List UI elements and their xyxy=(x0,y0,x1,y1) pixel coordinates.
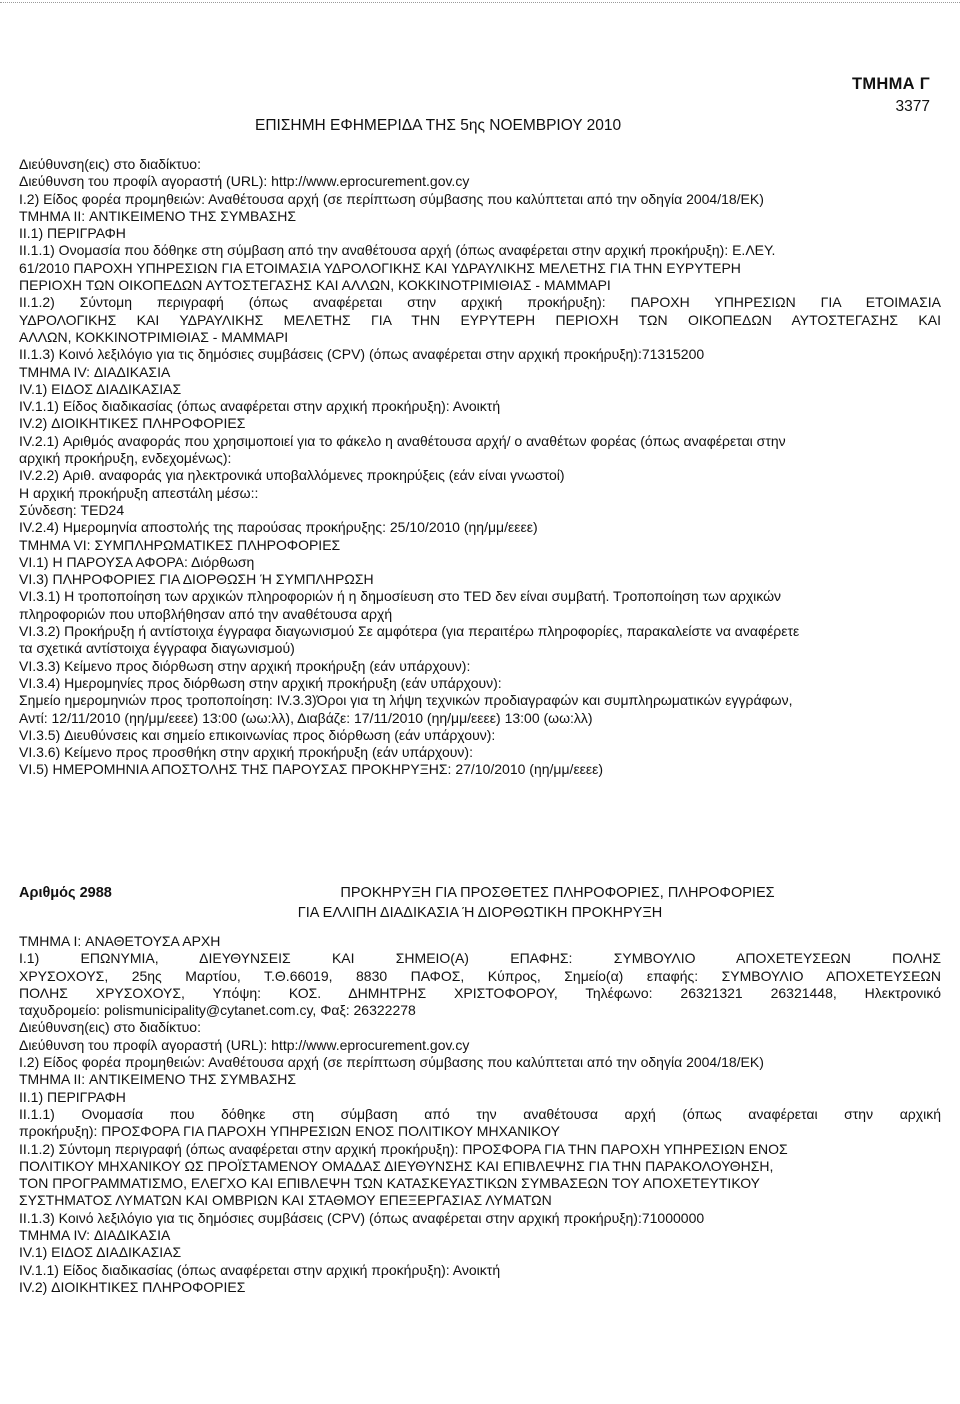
text-line: αρχική προκήρυξη, ενδεχομένως): xyxy=(19,450,232,467)
text-line: ΧΡΥΣΟΧΟΥΣ, 25ης Μαρτίου, Τ.Θ.66019, 8830 ΠΑΦΟΣ, Κύπρος, Σημείο(α) επαφής: ΣΥΜΒΟΥΛΙΟ ΑΠΟΧΕΤΕΥΣΕΩΝ xyxy=(19,967,941,984)
notice-number: Αριθμός 2988 xyxy=(19,885,112,901)
section-heading: ΤΜΗΜΑ VI: ΣΥΜΠΛΗΡΩΜΑΤΙΚΕΣ ΠΛΗΡΟΦΟΡΙΕΣ xyxy=(19,536,341,553)
text-line: ΤΟΝ ΠΡΟΓΡΑΜΜΑΤΙΣΜΟ, ΕΛΕΓΧΟ ΚΑΙ ΕΠΙΒΛΕΨΗ ΤΩΝ ΚΑΤΑΣΚΕΥΑΣΤΙΚΩΝ ΣΥΜΒΑΣΕΩΝ ΤΟΥ ΑΠΟΧΕΤΕΥΤΙΚΟΥ xyxy=(19,1175,761,1192)
text-line: Αντί: 12/11/2010 (ηη/μμ/εεεε) 13:00 (ωω:λλ), Διαβάζε: 17/11/2010 (ηη/μμ/εεεε) 13:00 (ωω:λλ) xyxy=(19,709,593,726)
text-line: I.1) ΕΠΩΝΥΜΙΑ, ΔΙΕΥΘΥΝΣΕΙΣ ΚΑΙ ΣΗΜΕΙΟ(Α) ΕΠΑΦΗΣ: ΣΥΜΒΟΥΛΙΟ ΑΠΟΧΕΤΕΥΣΕΩΝ ΠΟΛΗΣ xyxy=(19,950,941,967)
text-line: IV.1.1) Είδος διαδικασίας (όπως αναφέρεται στην αρχική προκήρυξη): Ανοικτή xyxy=(19,1261,501,1278)
text-line: πληροφοριών που υποβλήθησαν από την αναθέτουσα αρχή xyxy=(19,605,393,622)
text-line: VI.3.6) Κείμενο προς προσθήκη στην αρχική προκήρυξη (εάν υπάρχουν): xyxy=(19,744,473,761)
text-line: 61/2010 ΠΑΡΟΧΗ ΥΠΗΡΕΣΙΩΝ ΓΙΑ ΕΤΟΙΜΑΣΙΑ ΥΔΡΟΛΟΓΙΚΗΣ ΚΑΙ ΥΔΡΑΥΛΙΚΗΣ ΜΕΛΕΤΗΣ ΓΙΑ ΤΗΝ ΕΥΡΥΤΕΡΗ xyxy=(19,259,741,276)
text-line: IV.2) ΔΙΟΙΚΗΤΙΚΕΣ ΠΛΗΡΟΦΟΡΙΕΣ xyxy=(19,1278,246,1295)
text-line: IV.1.1) Είδος διαδικασίας (όπως αναφέρεται στην αρχική προκήρυξη): Ανοικτή xyxy=(19,398,501,415)
text-line: Διεύθυνση(εις) στο διαδίκτυο: xyxy=(19,1019,201,1036)
text-line: I.2) Είδος φορέα προμηθειών: Αναθέτουσα αρχή (σε περίπτωση σύμβασης που καλύπτεται από την οδηγία 2004/18/ΕΚ) xyxy=(19,1054,764,1071)
text-line: Σημείο ημερομηνιών προς τροποποίηση: IV.3.3)Όροι για τη λήψη τεχνικών προδιαγραφών και συμπληρωματικών εγγράφων, xyxy=(19,692,793,709)
text-line: VI.3.3) Κείμενο προς διόρθωση στην αρχική προκήρυξη (εάν υπάρχουν): xyxy=(19,657,471,674)
text-line: VI.3) ΠΛΗΡΟΦΟΡΙΕΣ ΓΙΑ ΔΙΟΡΘΩΣΗ Ή ΣΥΜΠΛΗΡΩΣΗ xyxy=(19,571,374,588)
text-line: Διεύθυνση του προφίλ αγοραστή (URL): http://www.eprocurement.gov.cy xyxy=(19,1036,470,1053)
notice-2988 xyxy=(19,881,941,1296)
section-heading: ΤΜΗΜΑ I: ΑΝΑΘΕΤΟΥΣΑ ΑΡΧΗ xyxy=(19,933,221,949)
text-line: Διεύθυνση του προφίλ αγοραστή (URL): http://www.eprocurement.gov.cy xyxy=(19,173,470,190)
spacer xyxy=(19,921,941,933)
text-line: ΥΔΡΟΛΟΓΙΚΗΣ ΚΑΙ ΥΔΡΑΥΛΙΚΗΣ ΜΕΛΕΤΗΣ ΓΙΑ ΤΗΝ ΕΥΡΥΤΕΡΗ ΠΕΡΙΟΧΗ ΤΩΝ ΟΙΚΟΠΕΔΩΝ ΑΥΤΟΣΤΕΓΑΣΗΣ ΚΑΙ xyxy=(19,311,941,328)
notice-title-line1: ΠΡΟΚΗΡΥΞΗ ΓΙΑ ΠΡΟΣΘΕΤΕΣ ΠΛΗΡΟΦΟΡΙΕΣ, ΠΛΗΡΟΦΟΡΙΕΣ xyxy=(340,885,775,901)
text-line: τα σχετικά αντίστοιχα έγγραφα διαγωνισμού) xyxy=(19,640,295,657)
text-line: ΑΛΛΩΝ, ΚΟΚΚΙΝΟΤΡΙΜΙΘΙΑΣ - ΜΑΜΜΑΡΙ xyxy=(19,328,289,345)
text-line: IV.1) ΕΙΔΟΣ ΔΙΑΔΙΚΑΣΙΑΣ xyxy=(19,380,182,397)
text-line: IV.2.2) Αριθ. αναφοράς για ηλεκτρονικά υποβαλλόμενες προκηρύξεις (εάν είναι γνωστοί) xyxy=(19,467,565,484)
text-line: I.2) Είδος φορέα προμηθειών: Αναθέτουσα αρχή (σε περίπτωση σύμβασης που καλύπτεται από την οδηγία 2004/18/ΕΚ) xyxy=(19,190,764,207)
page-number: 3377 xyxy=(895,98,930,115)
section-label: ΤΜΗΜΑ Γ xyxy=(851,75,930,93)
section-heading: ΤΜΗΜΑ IV: ΔΙΑΔΙΚΑΣΙΑ xyxy=(19,1227,171,1244)
text-line: IV.2.1) Αριθμός αναφοράς που χρησιμοποιεί για το φάκελο η αναθέτουσα αρχή/ ο αναθέτων φορέας (όπως αναφέρεται στην xyxy=(19,432,786,449)
notice-heading xyxy=(19,881,941,921)
text-line: προκήρυξη): ΠΡΟΣΦΟΡΑ ΓΙΑ ΠΑΡΟΧΗ ΥΠΗΡΕΣΙΩΝ ΕΝΟΣ ΠΟΛΙΤΙΚΟΥ ΜΗΧΑΝΙΚΟΥ xyxy=(19,1123,560,1140)
text-line: VI.3.5) Διευθύνσεις και σημείο επικοινωνίας προς διόρθωση (εάν υπάρχουν): xyxy=(19,726,496,743)
text-line: ΠΟΛΙΤΙΚΟΥ ΜΗΧΑΝΙΚΟΥ ΩΣ ΠΡΟΪΣΤΑΜΕΝΟΥ ΟΜΑΔΑΣ ΔΙΕΥΘΥΝΣΗΣ ΚΑΙ ΕΠΙΒΛΕΨΗΣ ΓΙΑ ΤΗΝ ΠΑΡΑΚΟΛΟΥΘΗΣΗ, xyxy=(19,1157,774,1174)
notice-title-line2: ΓΙΑ ΕΛΛΙΠΗ ΔΙΑΔΙΚΑΣΙΑ Ή ΔΙΟΡΘΩΤΙΚΗ ΠΡΟΚΗΡΥΞΗ xyxy=(297,905,663,921)
text-line: II.1) ΠΕΡΙΓΡΑΦΗ xyxy=(19,225,126,242)
text-line: Διεύθυνση(εις) στο διαδίκτυο: xyxy=(19,156,201,172)
previous-notice-continuation xyxy=(19,156,941,779)
text-line: II.1.3) Κοινό λεξιλόγιο για τις δημόσιες συμβάσεις (CPV) (όπως αναφέρεται στην αρχική προκήρυξη):71315200 xyxy=(19,346,705,363)
text-line: VI.3.1) Η τροποποίηση των αρχικών πληροφοριών ή η δημοσίευση στο TED δεν είναι συμβατή. Τροποποίηση των αρχικών xyxy=(19,588,782,605)
section-heading: ΤΜΗΜΑ II: ΑΝΤΙΚΕΙΜΕΝΟ ΤΗΣ ΣΥΜΒΑΣΗΣ xyxy=(19,207,297,224)
text-line: Σύνδεση: TED24 xyxy=(19,501,125,518)
text-line: VI.3.4) Ημερομηνίες προς διόρθωση στην αρχική προκήρυξη (εάν υπάρχουν): xyxy=(19,674,502,691)
section-heading: ΤΜΗΜΑ II: ΑΝΤΙΚΕΙΜΕΝΟ ΤΗΣ ΣΥΜΒΑΣΗΣ xyxy=(19,1071,297,1088)
text-line: IV.2) ΔΙΟΙΚΗΤΙΚΕΣ ΠΛΗΡΟΦΟΡΙΕΣ xyxy=(19,415,246,432)
text-line: IV.2.4) Ημερομηνία αποστολής της παρούσας προκήρυξης: 25/10/2010 (ηη/μμ/εεεε) xyxy=(19,519,538,536)
text-line: IV.1) ΕΙΔΟΣ ΔΙΑΔΙΚΑΣΙΑΣ xyxy=(19,1244,182,1261)
text-line: ΠΕΡΙΟΧΗ ΤΩΝ ΟΙΚΟΠΕΔΩΝ ΑΥΤΟΣΤΕΓΑΣΗΣ ΚΑΙ ΑΛΛΩΝ, ΚΟΚΚΙΝΟΤΡΙΜΙΘΙΑΣ - ΜΑΜΜΑΡΙ xyxy=(19,277,611,294)
text-line: VI.3.2) Προκήρυξη ή αντίστοιχα έγγραφα διαγωνισμού Σε αμφότερα (για περαιτέρω πληροφορίες, παρακαλείστε να αναφέρετε xyxy=(19,623,800,640)
text-line: Η αρχική προκήρυξη απεστάλη μέσω:: xyxy=(19,484,259,501)
section-heading: ΤΜΗΜΑ IV: ΔΙΑΔΙΚΑΣΙΑ xyxy=(19,363,171,380)
page-header-right xyxy=(852,75,930,116)
text-line: VI.1) Η ΠΑΡΟΥΣΑ ΑΦΟΡΑ: Διόρθωση xyxy=(19,553,255,570)
text-line: II.1.1) Ονομασία που δόθηκε στη σύμβαση από την αναθέτουσα αρχή (όπως αναφέρεται στην αρχική xyxy=(19,1105,941,1122)
text-line: II.1.3) Κοινό λεξιλόγιο για τις δημόσιες συμβάσεις (CPV) (όπως αναφέρεται στην αρχική προκήρυξη):71000000 xyxy=(19,1209,705,1226)
text-line: II.1.2) Σύντομη περιγραφή (όπως αναφέρεται στην αρχική προκήρυξη): ΠΑΡΟΧΗ ΥΠΗΡΕΣΙΩΝ ΓΙΑ ΕΤΟΙΜΑΣΙΑ xyxy=(19,294,941,311)
text-line: VI.5) ΗΜΕΡΟΜΗΝΙΑ ΑΠΟΣΤΟΛΗΣ ΤΗΣ ΠΑΡΟΥΣΑΣ ΠΡΟΚΗΡΥΞΗΣ: 27/10/2010 (ηη/μμ/εεεε) xyxy=(19,761,604,778)
text-line: ταχυδρομείο: polismunicipality@cytanet.com.cy, Φαξ: 26322278 xyxy=(19,1002,416,1019)
gazette-title: ΕΠΙΣΗΜΗ ΕΦΗΜΕΡΙΔΑ ΤΗΣ 5ης ΝΟΕΜΒΡΙΟΥ 2010 xyxy=(255,117,622,134)
text-line: ΠΟΛΗΣ ΧΡΥΣΟΧΟΥΣ, Υπόψη: ΚΟΣ. ΔΗΜΗΤΡΗΣ ΧΡΙΣΤΟΦΟΡΟΥ, Τηλέφωνο: 26321321 26321448, Ηλεκτρονικό xyxy=(19,984,941,1001)
text-line: II.1) ΠΕΡΙΓΡΑΦΗ xyxy=(19,1088,126,1105)
text-line: ΣΥΣΤΗΜΑΤΟΣ ΛΥΜΑΤΩΝ ΚΑΙ ΟΜΒΡΙΩΝ ΚΑΙ ΣΤΑΘΜΟΥ ΕΠΕΞΕΡΓΑΣΙΑΣ ΛΥΜΑΤΩΝ xyxy=(19,1192,552,1209)
text-line: II.1.2) Σύντομη περιγραφή (όπως αναφέρεται στην αρχική προκήρυξη): ΠΡΟΣΦΟΡΑ ΓΙΑ ΤΗΝ ΠΑΡΟΧΗ ΥΠΗΡΕΣΙΩΝ ΕΝΟΣ xyxy=(19,1140,788,1157)
text-line: II.1.1) Ονομασία που δόθηκε στη σύμβαση από την αναθέτουσα αρχή (όπως αναφέρεται στην αρχική προκήρυξη): Ε.ΛΕΥ. xyxy=(19,242,776,259)
scan-edge-line xyxy=(0,2,960,3)
